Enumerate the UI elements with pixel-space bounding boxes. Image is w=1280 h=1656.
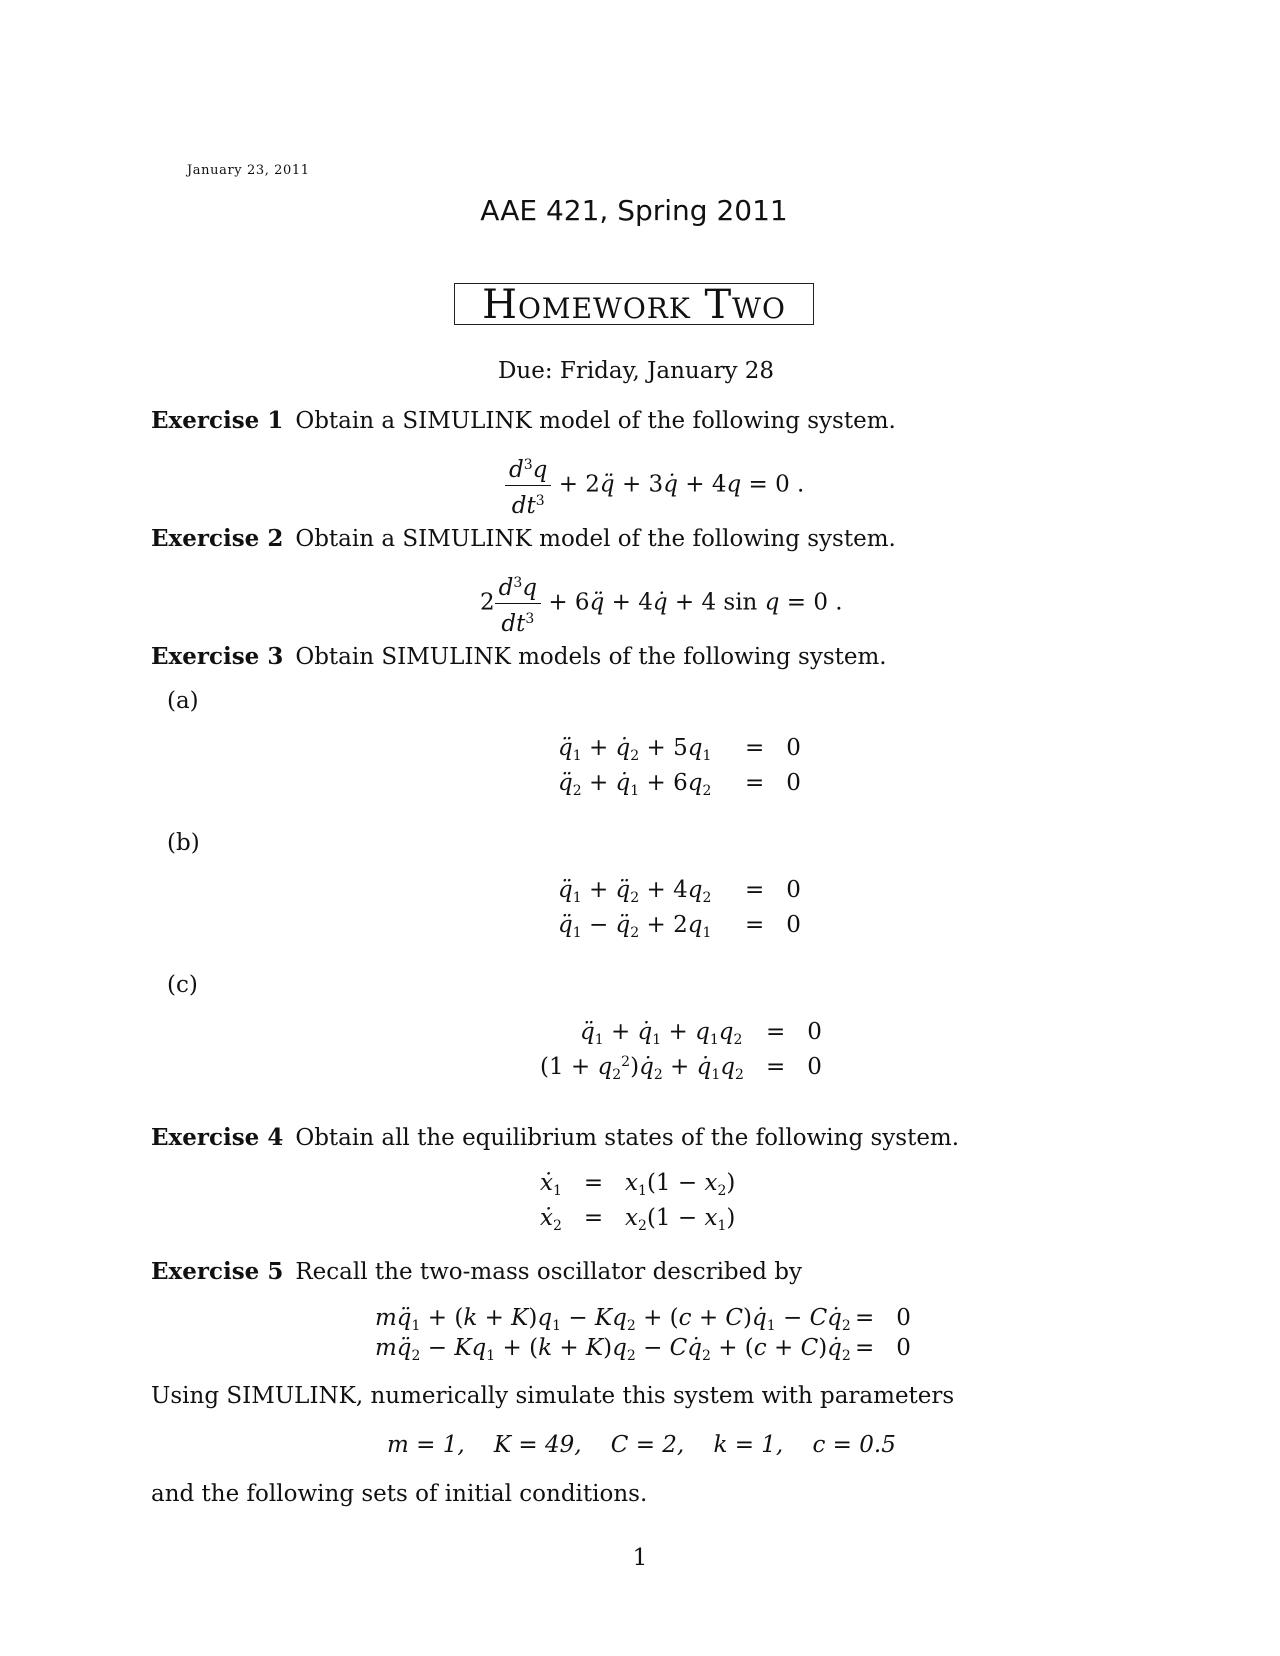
document-date: January 23, 2011 (187, 163, 310, 178)
exercise-1-equation: $\frac{d^3q}{dt^3}$ + 2q̈ + 3q̇ + 4q = 0 . (505, 450, 804, 521)
exercise-1: Exercise 1 Obtain a SIMULINK model of the following system. (151, 407, 896, 434)
due-date: Due: Friday, January 28 (497, 358, 775, 384)
homework-title-box: Homework Two (454, 283, 814, 325)
exercise-5-equation-1: $mq̈_1 + (k + K)q_1 - Kq_2 + (c$ + $C)q̇_1$ − $Cq̇_2$ (375, 1305, 851, 1334)
part-c-equation-2: $(1 + q_2^2)q̇_2$ + $q̇_1q_2$ (540, 1054, 744, 1083)
part-a-label: (a) (167, 688, 199, 714)
exercise-5-rhs-2: = 0 (855, 1335, 911, 1361)
exercise-5-parameters: m = 1, K = 49, C = 2, k = 1, c = 0.5 (387, 1432, 896, 1458)
part-b-rhs-2: = 0 (745, 912, 801, 938)
part-a-equation-1: $q̈_1$ + $q̇_2 + 5q_1$ (558, 735, 712, 764)
exercise-5-equation-2: $mq̈_2 - Kq_1 + (k + K)q_2$ − $Cq̇_2 + (c$ + $C)q̇_2$ (375, 1335, 851, 1364)
part-a-rhs-2: = 0 (745, 770, 801, 796)
part-c-rhs-1: = 0 (766, 1019, 822, 1045)
part-a-equation-2: $q̈_2$ + $q̇_1 + 6q_2$ (558, 770, 712, 799)
part-b-equation-1: $q̈_1$ + $q̈_2 + 4q_2$ (558, 877, 712, 906)
exercise-3: Exercise 3 Obtain SIMULINK models of the following system. (151, 643, 887, 670)
exercise-2-equation: 2 $\frac{d^3q}{dt^3}$ + 6q̈ + 4q̇ + 4 sin q = 0 . (480, 568, 843, 639)
part-c-rhs-2: = 0 (766, 1054, 822, 1080)
exercise-5-rhs-1: = 0 (855, 1305, 911, 1331)
part-b-label: (b) (167, 830, 200, 856)
course-title: AAE 421, Spring 2011 (480, 194, 788, 227)
exercise-5-simulate-text: Using SIMULINK, numerically simulate this system with parameters (151, 1383, 955, 1409)
exercise-4-equation-2: ẋ$_2$ = $x_2(1 - x_1)$ (540, 1205, 736, 1234)
part-c-label: (c) (167, 972, 198, 998)
page-number: 1 (632, 1545, 648, 1571)
part-c-equation-1: $q̈_1$ + $q̇_1 + q_1q_2$ (580, 1019, 743, 1048)
part-b-equation-2: $q̈_1$ − $q̈_2 + 2q_1$ (558, 912, 712, 941)
exercise-4: Exercise 4 Obtain all the equilibrium states of the following system. (151, 1124, 960, 1151)
part-b-rhs-1: = 0 (745, 877, 801, 903)
part-a-rhs-1: = 0 (745, 735, 801, 761)
exercise-5: Exercise 5 Recall the two-mass oscillator described by (151, 1258, 803, 1285)
exercise-4-equation-1: ẋ$_1$ = $x_1(1 - x_2)$ (540, 1170, 736, 1199)
exercise-5-initial-conditions-text: and the following sets of initial conditions. (151, 1481, 648, 1507)
exercise-2: Exercise 2 Obtain a SIMULINK model of the following system. (151, 525, 896, 552)
